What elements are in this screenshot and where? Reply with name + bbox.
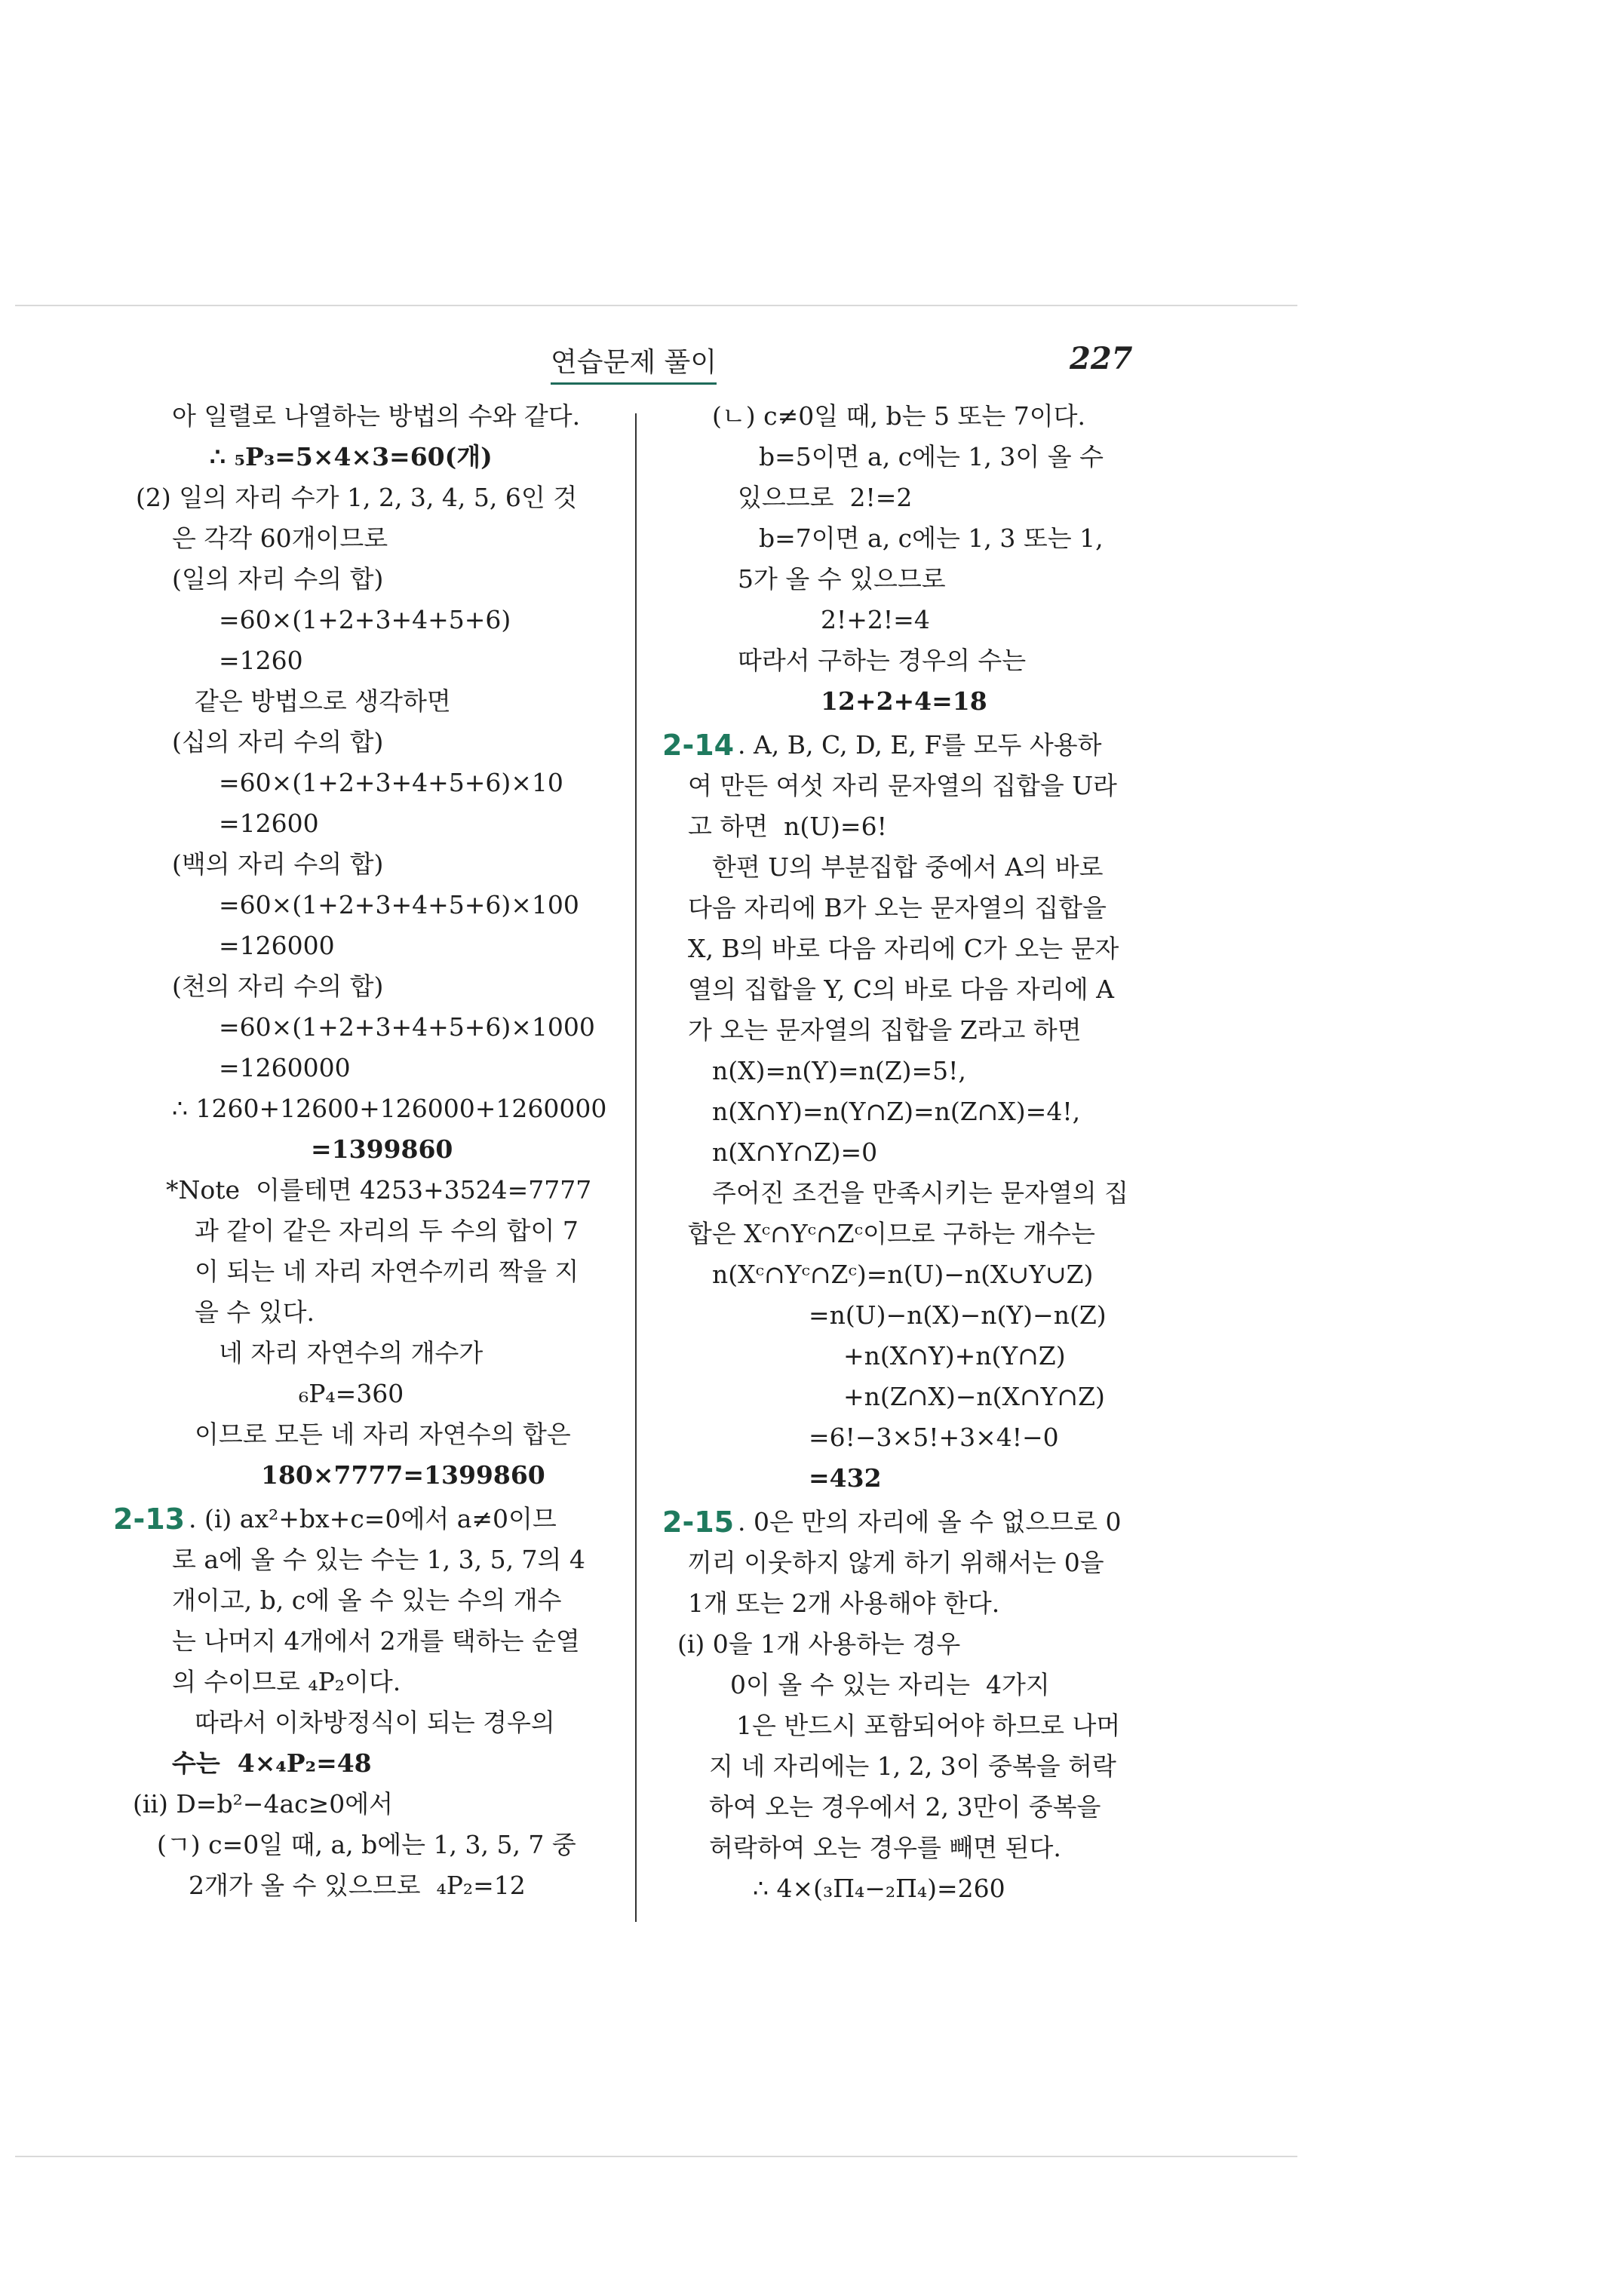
text-line: n(X∩Y∩Z)=0 xyxy=(712,1137,878,1167)
text-line: . (i) ax²+bx+c=0에서 a≠0이므 xyxy=(189,1504,557,1533)
text-line: (일의 자리 수의 합) xyxy=(172,564,384,594)
text-line: b=7이면 a, c에는 1, 3 또는 1, xyxy=(759,523,1104,553)
text-line: 여 만든 여섯 자리 문자열의 집합을 U라 xyxy=(688,771,1117,800)
top-rule xyxy=(15,305,1297,306)
text-line: 로 a에 올 수 있는 수는 1, 3, 5, 7의 4 xyxy=(172,1545,585,1574)
text-line: (2) 일의 자리 수가 1, 2, 3, 4, 5, 6인 것 xyxy=(136,483,578,512)
text-line: 아 일렬로 나열하는 방법의 수와 같다. xyxy=(172,401,581,431)
text-line: (ㄱ) c=0일 때, a, b에는 1, 3, 5, 7 중 xyxy=(157,1830,576,1859)
text-line: b=5이면 a, c에는 1, 3이 올 수 xyxy=(759,442,1104,471)
text-line: 는 나머지 4개에서 2개를 택하는 순열 xyxy=(172,1626,580,1656)
text-line: . A, B, C, D, E, F를 모두 사용하 xyxy=(738,730,1102,760)
text-line: =6!−3×5!+3×4!−0 xyxy=(809,1423,1059,1452)
problem-number-2-13: 2-13 xyxy=(113,1503,186,1536)
text-line: 열의 집합을 Y, C의 바로 다음 자리에 A xyxy=(688,975,1114,1004)
text-line: (백의 자리 수의 합) xyxy=(172,849,384,879)
text-line: =60×(1+2+3+4+5+6)×10 xyxy=(219,768,563,797)
text-line: 따라서 구하는 경우의 수는 xyxy=(738,646,1027,675)
problem-number-2-14: 2-14 xyxy=(662,729,735,762)
text-line: 다음 자리에 B가 오는 문자열의 집합을 xyxy=(688,893,1107,922)
text-line: 180×7777=1399860 xyxy=(261,1460,545,1490)
text-line: 2개가 올 수 있으므로 ₄P₂=12 xyxy=(189,1871,526,1900)
text-line: 끼리 이웃하지 않게 하기 위해서는 0을 xyxy=(688,1548,1104,1577)
text-line: 지 네 자리에는 1, 2, 3이 중복을 허락 xyxy=(709,1751,1116,1781)
text-line: n(X)=n(Y)=n(Z)=5!, xyxy=(712,1056,966,1085)
text-line: n(X∩Y)=n(Y∩Z)=n(Z∩X)=4!, xyxy=(712,1097,1081,1126)
text-line: =1399860 xyxy=(311,1134,453,1164)
text-line: 5가 올 수 있으므로 xyxy=(738,564,946,594)
text-line: 따라서 이차방정식이 되는 경우의 xyxy=(195,1708,555,1737)
text-line: 같은 방법으로 생각하면 xyxy=(195,686,451,716)
page-number: 227 xyxy=(1070,341,1133,376)
text-line: 의 수이므로 ₄P₂이다. xyxy=(172,1667,401,1696)
problem-number-2-15: 2-15 xyxy=(662,1506,735,1539)
text-line: 12+2+4=18 xyxy=(821,686,987,716)
text-line: +n(X∩Y)+n(Y∩Z) xyxy=(843,1341,1066,1371)
text-line: 은 각각 60개이므로 xyxy=(172,523,388,553)
text-line: ₆P₄=360 xyxy=(299,1379,404,1408)
text-line: (i) 0을 1개 사용하는 경우 xyxy=(677,1629,961,1659)
text-line: 하여 오는 경우에서 2, 3만이 중복을 xyxy=(709,1792,1101,1822)
text-line: ∴ ₅P₃=5×4×3=60(개) xyxy=(210,442,493,471)
text-line: =60×(1+2+3+4+5+6)×100 xyxy=(219,890,579,919)
text-line: X, B의 바로 다음 자리에 C가 오는 문자 xyxy=(688,934,1119,963)
column-divider xyxy=(635,413,637,1922)
text-line: 1개 또는 2개 사용해야 한다. xyxy=(688,1589,1000,1618)
text-line: (ii) D=b²−4ac≥0에서 xyxy=(133,1789,394,1819)
text-line: =12600 xyxy=(219,809,319,838)
text-line: =126000 xyxy=(219,931,335,960)
text-line: =1260 xyxy=(219,646,303,675)
text-line: . 0은 만의 자리에 올 수 없으므로 0 xyxy=(738,1507,1122,1536)
text-line: ∴ 4×(₃Π₄−₂Π₄)=260 xyxy=(753,1874,1005,1903)
text-line: =432 xyxy=(809,1463,882,1493)
text-line: 2!+2!=4 xyxy=(821,605,930,634)
text-line: 개이고, b, c에 올 수 있는 수의 개수 xyxy=(172,1585,562,1615)
text-line: 허락하여 오는 경우를 빼면 된다. xyxy=(709,1833,1061,1862)
text-line: 이므로 모든 네 자리 자연수의 합은 xyxy=(195,1420,571,1449)
text-line: 합은 Xᶜ∩Yᶜ∩Zᶜ이므로 구하는 개수는 xyxy=(688,1219,1095,1248)
text-line: =60×(1+2+3+4+5+6)×1000 xyxy=(219,1012,595,1042)
bottom-rule xyxy=(15,2156,1297,2157)
text-line: 과 같이 같은 자리의 두 수의 합이 7 xyxy=(195,1216,579,1245)
text-line: 네 자리 자연수의 개수가 xyxy=(219,1338,484,1368)
text-line: +n(Z∩X)−n(X∩Y∩Z) xyxy=(843,1382,1105,1411)
text-line: 0이 올 수 있는 자리는 4가지 xyxy=(730,1670,1050,1699)
text-line: 고 하면 n(U)=6! xyxy=(688,812,887,841)
text-line: (십의 자리 수의 합) xyxy=(172,727,384,757)
text-line: =1260000 xyxy=(219,1053,351,1082)
text-line: 한편 U의 부분집합 중에서 A의 바로 xyxy=(712,852,1104,882)
text-line: 있으므로 2!=2 xyxy=(738,483,913,512)
text-line: =n(U)−n(X)−n(Y)−n(Z) xyxy=(809,1300,1107,1330)
text-line: (ㄴ) c≠0일 때, b는 5 또는 7이다. xyxy=(712,401,1085,431)
note-line: *Note 이를테면 4253+3524=7777 xyxy=(166,1175,592,1205)
text-line: 이 되는 네 자리 자연수끼리 짝을 지 xyxy=(195,1257,579,1286)
text-line: ∴ 1260+12600+126000+1260000 xyxy=(172,1094,607,1123)
text-line: 수는 4×₄P₂=48 xyxy=(172,1748,372,1778)
text-line: 1은 반드시 포함되어야 하므로 나머 xyxy=(736,1711,1121,1740)
text-line: n(Xᶜ∩Yᶜ∩Zᶜ)=n(U)−n(X∪Y∪Z) xyxy=(712,1260,1094,1289)
text-line: (천의 자리 수의 합) xyxy=(172,972,384,1001)
text-line: =60×(1+2+3+4+5+6) xyxy=(219,605,511,634)
text-line: 을 수 있다. xyxy=(195,1297,315,1327)
text-line: 주어진 조건을 만족시키는 문자열의 집 xyxy=(712,1178,1129,1208)
page-header-title: 연습문제 풀이 xyxy=(551,341,717,385)
text-line: 가 오는 문자열의 집합을 Z라고 하면 xyxy=(688,1015,1082,1045)
